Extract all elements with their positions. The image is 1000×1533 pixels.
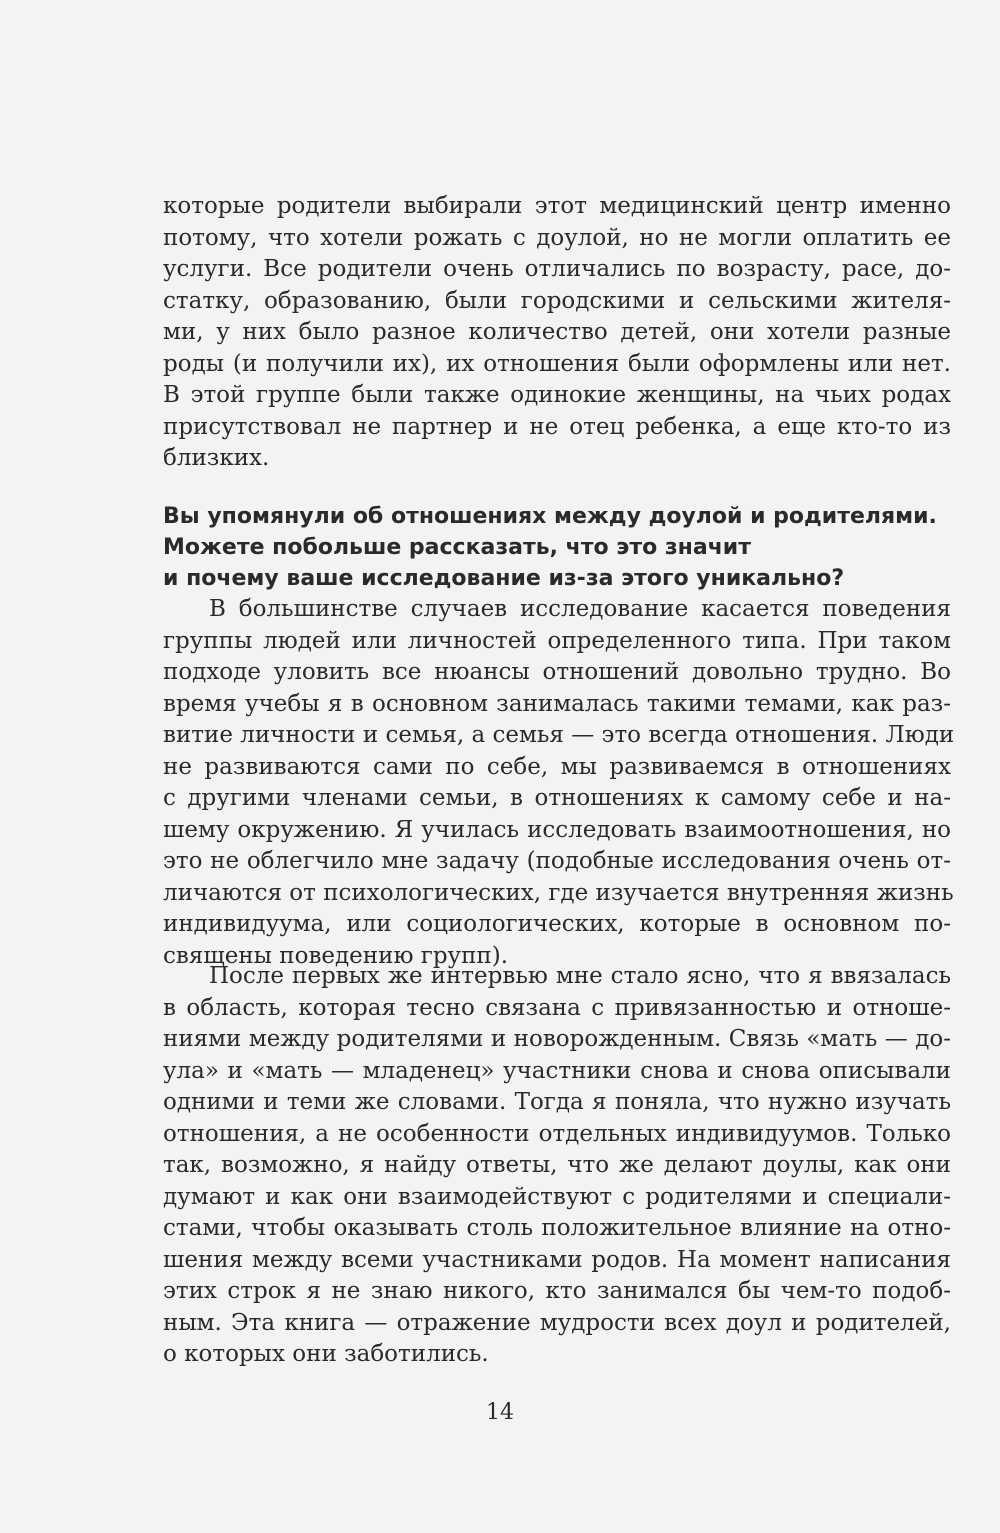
text-line: одними и теми же словами. Тогда я поняла, что нужно изучать [163, 1089, 951, 1115]
heading-line: Вы упомянули об отношениях между доулой и родителями. [163, 504, 937, 529]
text-line: ула» и «мать — младенец» участники снова и снова описывали [163, 1057, 951, 1084]
text-line: время учебы я в основном занималась такими темами, как раз- [163, 690, 951, 717]
text-line: не развиваются сами по себе, мы развиваемся в отношениях [163, 753, 951, 780]
text-line: витие личности и семья, а семья — это всегда отношения. Люди [163, 722, 955, 748]
text-line: шения между всеми участниками родов. На момент написания [163, 1246, 951, 1273]
text-line: В большинстве случаев исследование касается поведения [209, 596, 951, 622]
text-line: о которых они заботились. [163, 1341, 489, 1367]
text-line: так, возможно, я найду ответы, что же делают доулы, как они [163, 1152, 951, 1178]
text-line: с другими членами семьи, в отношениях к самому себе и на- [163, 785, 951, 811]
text-line: потому, что хотели рожать с доулой, но не могли оплатить ее [163, 224, 951, 251]
text-line: подходе уловить все нюансы отношений довольно трудно. Во [163, 659, 951, 685]
text-line: индивидуума, или социологических, которые в основном по- [163, 911, 951, 937]
text-line: ми, у них было разное количество детей, они хотели разные [163, 319, 951, 345]
text-line: ниями между родителями и новорожденным. Связь «мать — до- [163, 1026, 951, 1052]
page-number: 14 [486, 1400, 514, 1425]
text-line: священы поведению групп). [163, 942, 509, 969]
heading-line: Можете побольше рассказать, что это значит [163, 535, 751, 560]
paragraph-1 [163, 191, 951, 475]
text-line: это не облегчило мне задачу (подобные исследования очень от- [163, 848, 951, 874]
text-line: близких. [163, 445, 270, 471]
text-line: услуги. Все родители очень отличались по возрасту, расе, до- [163, 256, 951, 282]
text-line: отношения, а не особенности отдельных индивидуумов. Только [163, 1120, 951, 1147]
text-line: думают и как они взаимодействуют с родителями и специали- [163, 1183, 951, 1210]
text-line: ным. Эта книга — отражение мудрости всех доул и родителей, [163, 1309, 951, 1336]
text-line: В этой группе были также одинокие женщины, на чьих родах [163, 382, 951, 408]
text-line: стами, чтобы оказывать столь положительное влияние на отно- [163, 1215, 951, 1241]
text-line: которые родители выбирали этот медицинский центр именно [163, 193, 951, 219]
paragraph-2 [163, 594, 955, 972]
paragraph-3 [163, 961, 951, 1371]
text-line: присутствовал не партнер и не отец ребенка, а еще кто-то из [163, 413, 951, 440]
text-line: личаются от психологических, где изучается внутренняя жизнь [163, 879, 954, 906]
section-heading [163, 501, 963, 594]
text-line: группы людей или личностей определенного типа. При таком [163, 627, 951, 654]
heading-line: и почему ваше исследование из-за этого уникально? [163, 566, 845, 591]
text-line: этих строк я не знаю никого, кто занимался бы чем-то подоб- [163, 1278, 951, 1304]
text-line: После первых же интервью мне стало ясно, что я ввязалась [209, 963, 951, 989]
text-line: шему окружению. Я училась исследовать взаимоотношения, но [163, 816, 951, 843]
text-line: роды (и получили их), их отношения были оформлены или нет. [163, 350, 951, 377]
text-line: в область, которая тесно связана с привязанностью и отноше- [163, 994, 951, 1021]
text-line: статку, образованию, были городскими и сельскими жителя- [163, 287, 951, 314]
